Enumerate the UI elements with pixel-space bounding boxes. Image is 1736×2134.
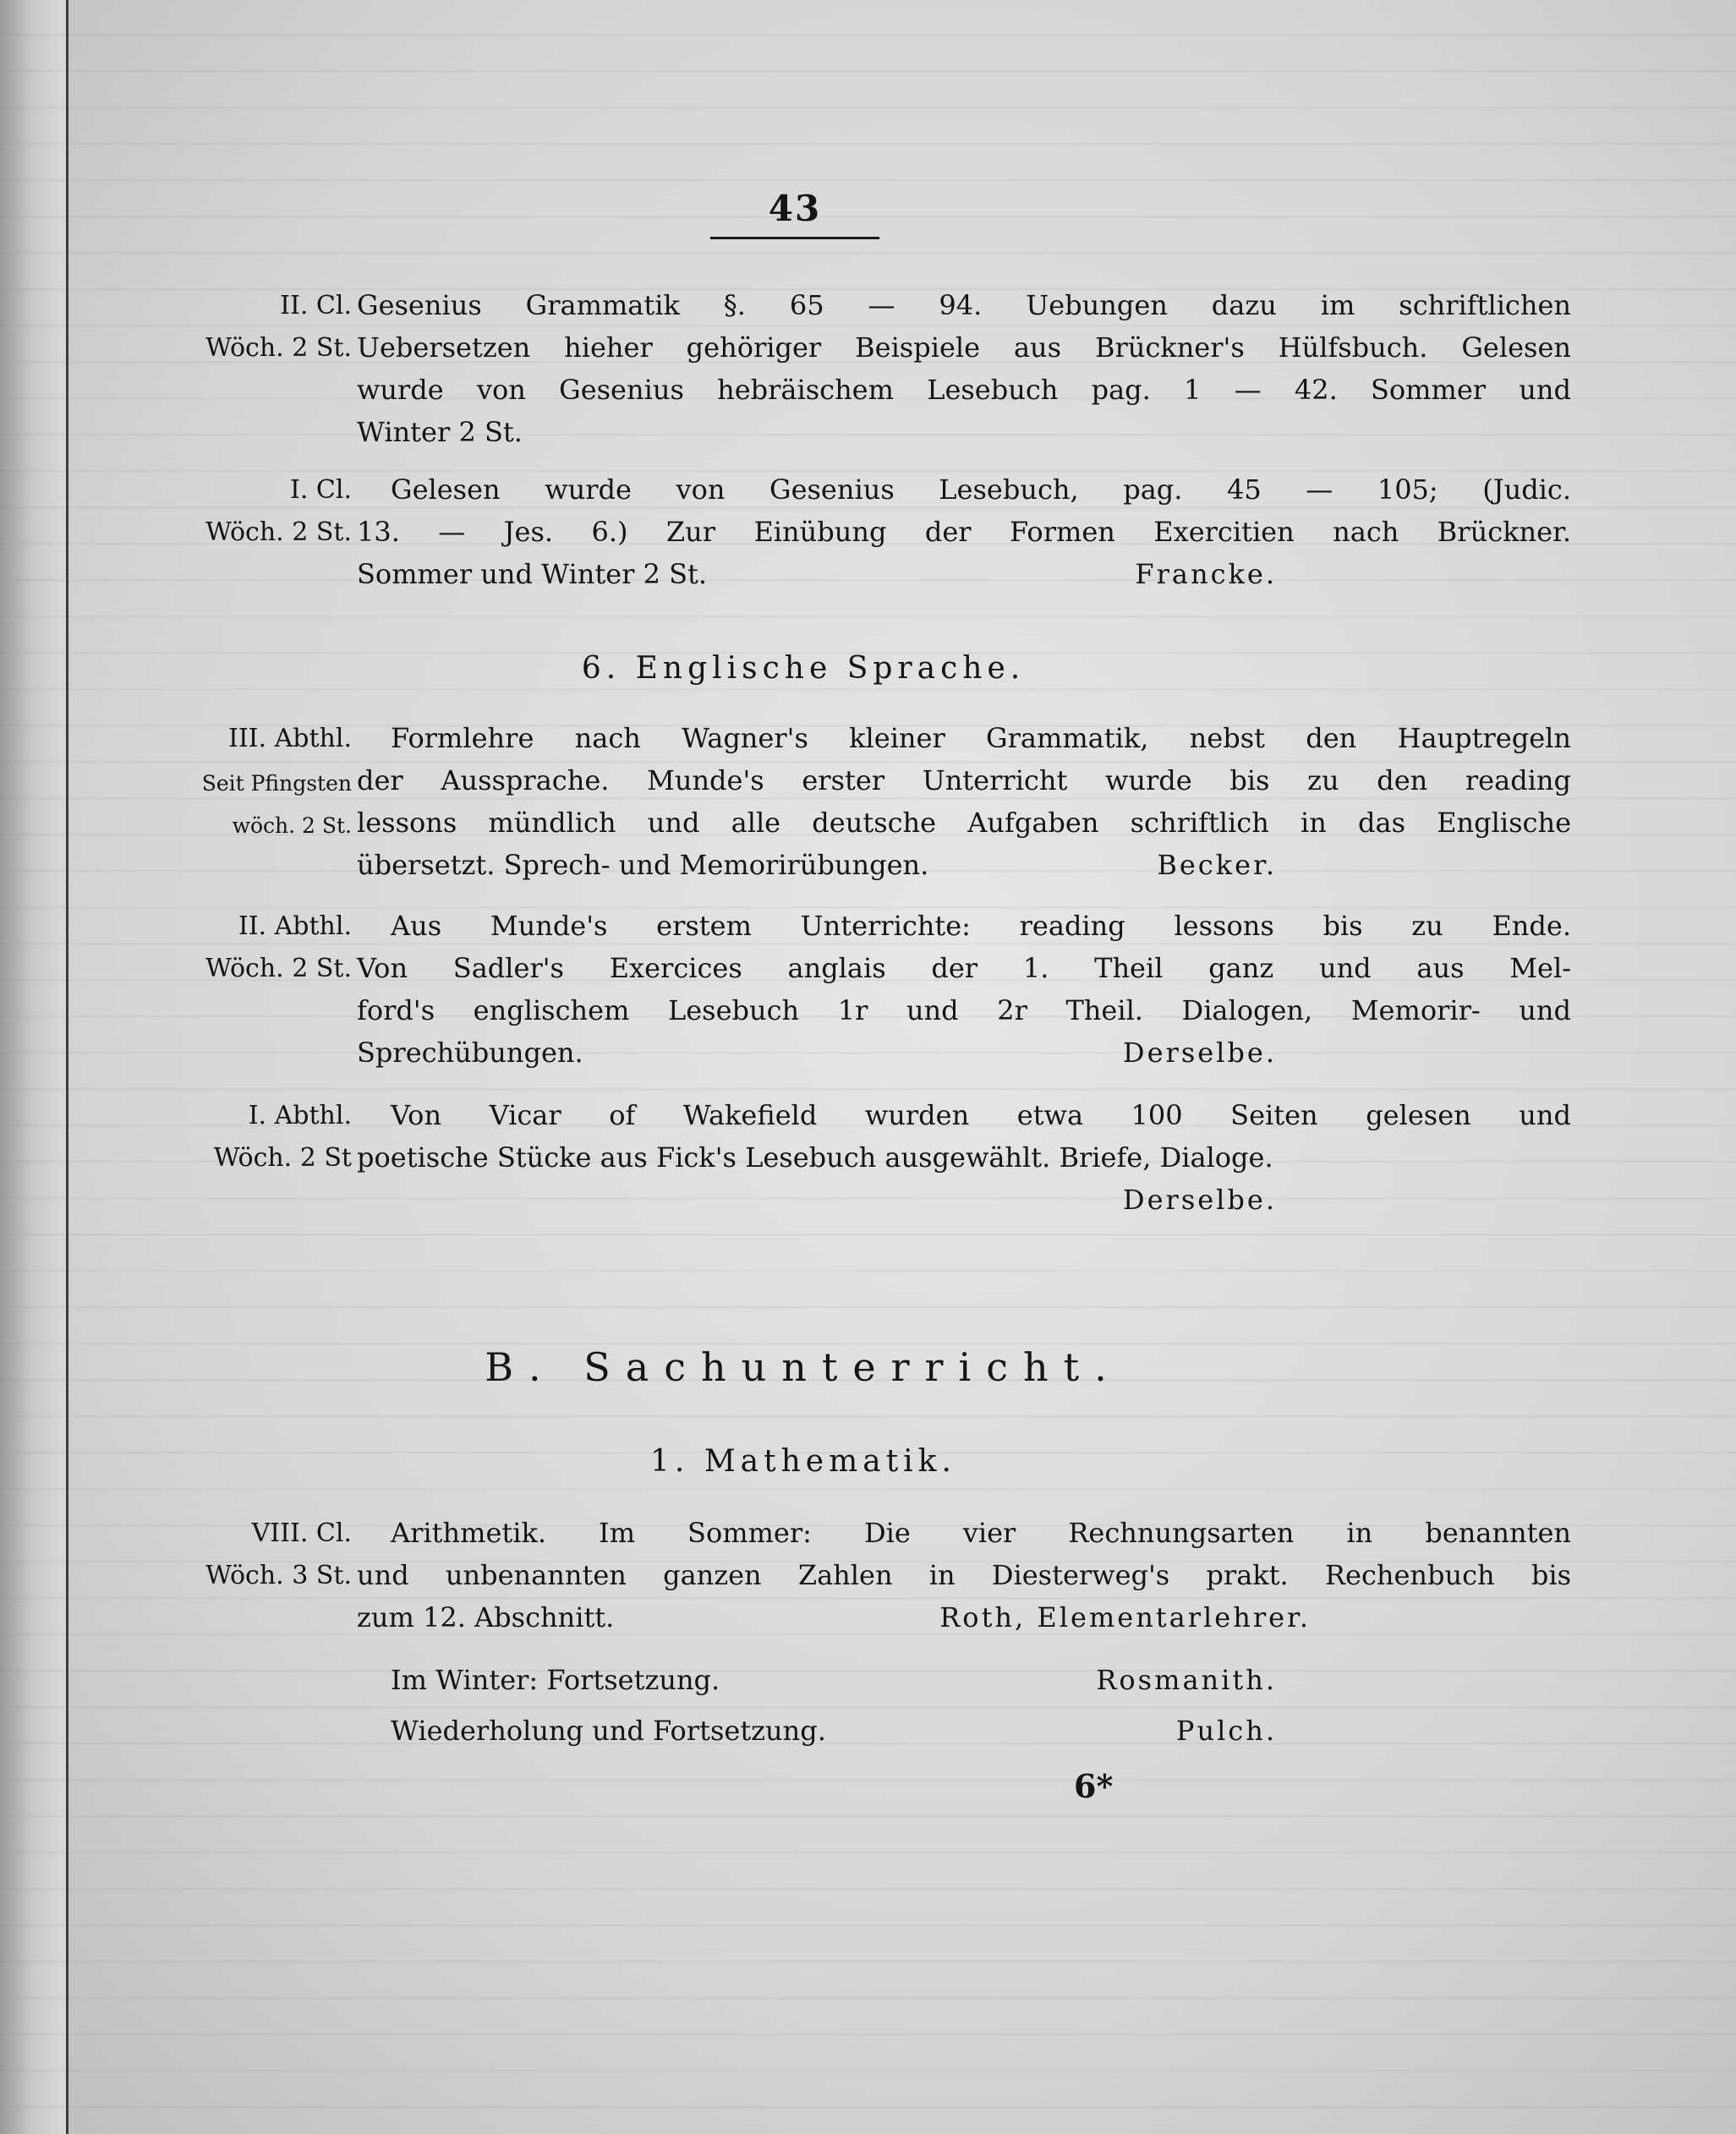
entry-class-label: I. Cl. <box>289 475 352 505</box>
teacher-name: Roth, Elementarlehrer. <box>939 1601 1311 1633</box>
entry-english-part-3 <box>169 720 1571 889</box>
entry-line: Von Vicar of Wakefield wurden etwa 100 Seiten gelesen und <box>391 1099 1571 1131</box>
entry-line: wurde von Gesenius hebräischem Lesebuch pag. 1 — 42. Sommer und <box>357 374 1571 406</box>
entry-hours-label: Wöch. 2 St. <box>205 333 352 363</box>
entry-hours-label: Wöch. 2 St. <box>205 517 352 547</box>
entry-line: zum 12. Abschnitt. <box>357 1601 615 1633</box>
entry-math-class-8 <box>169 1515 1571 1642</box>
entry-line: Von Sadler's Exercices anglais der 1. Theil ganz und aus Mel- <box>357 952 1571 984</box>
entry-hours-label: Wöch. 3 St. <box>205 1561 352 1590</box>
book-gutter <box>0 0 68 2134</box>
entry-line: poetische Stücke aus Fick's Lesebuch ausgewählt. Briefe, Dialoge. <box>357 1141 1273 1174</box>
page-number-rule <box>710 237 879 239</box>
teacher-name: Becker. <box>1157 849 1277 881</box>
teacher-name: Rosmanith. <box>1096 1664 1277 1696</box>
entry-line: Gelesen wurde von Gesenius Lesebuch, pag. 45 — 105; (Judic. <box>391 473 1571 506</box>
heading-sachunterricht: B. Sachunterricht. <box>485 1344 1122 1390</box>
heading-english: 6. Englische Sprache. <box>581 651 1026 686</box>
entry-english-part-2 <box>169 908 1571 1077</box>
continuation-line: Im Winter: Fortsetzung. <box>391 1664 720 1696</box>
page-number: 43 <box>768 188 822 229</box>
entry-hours-label: wöch. 2 St. <box>232 813 352 838</box>
math-continuation <box>169 1662 1404 1764</box>
entry-class-label: III. Abthl. <box>227 724 352 753</box>
entry-line: Sommer und Winter 2 St. <box>357 558 708 590</box>
teacher-name: Francke. <box>1135 558 1277 590</box>
entry-line: der Aussprache. Munde's erster Unterricht wurde bis zu den reading <box>357 764 1571 796</box>
entry-class-label: VIII. Cl. <box>251 1518 352 1548</box>
entry-line: Formlehre nach Wagner's kleiner Grammatik, nebst den Hauptregeln <box>391 722 1571 754</box>
entry-english-part-1 <box>169 1097 1571 1224</box>
entry-line: übersetzt. Sprech- und Memorirübungen. <box>357 849 929 881</box>
entry-line: Uebersetzen hieher gehöriger Beispiele aus Brückner's Hülfsbuch. Gelesen <box>357 331 1571 364</box>
entry-line: 13. — Jes. 6.) Zur Einübung der Formen Exercitien nach Brückner. <box>357 516 1571 548</box>
teacher-name: Pulch. <box>1175 1715 1277 1747</box>
entry-hours-label: Wöch. 2 St. <box>205 954 352 983</box>
entry-class-label: I. Abthl. <box>248 1101 352 1130</box>
entry-period-label: Seit Pfingsten <box>201 771 352 796</box>
heading-mathematik: 1. Mathematik. <box>650 1444 956 1479</box>
continuation-line: Wiederholung und Fortsetzung. <box>391 1715 826 1747</box>
entry-line: Aus Munde's erstem Unterrichte: reading lessons bis zu Ende. <box>391 910 1571 942</box>
entry-class-label: II. Cl. <box>280 291 352 320</box>
entry-line: lessons mündlich und alle deutsche Aufgaben schriftlich in das Englische <box>357 807 1571 839</box>
entry-line: und unbenannten ganzen Zahlen in Diesterweg's prakt. Rechenbuch bis <box>357 1559 1571 1591</box>
entry-hebrew-class-1 <box>169 472 1571 599</box>
teacher-name: Derselbe. <box>1122 1184 1277 1216</box>
printer-signature-mark: 6* <box>1074 1767 1114 1805</box>
entry-line: Arithmetik. Im Sommer: Die vier Rechnungsarten in benannten <box>391 1517 1571 1549</box>
entry-hebrew-class-2 <box>169 287 1571 457</box>
entry-line: Winter 2 St. <box>357 416 523 448</box>
entry-hours-label: Wöch. 2 St <box>213 1143 352 1173</box>
entry-class-label: II. Abthl. <box>238 911 352 941</box>
entry-line: Sprechübungen. <box>357 1037 583 1069</box>
entry-line: Gesenius Grammatik §. 65 — 94. Uebungen dazu im schriftlichen <box>357 289 1571 321</box>
teacher-name: Derselbe. <box>1122 1037 1277 1069</box>
entry-line: ford's englischem Lesebuch 1r und 2r Theil. Dialogen, Memorir- und <box>357 994 1571 1026</box>
